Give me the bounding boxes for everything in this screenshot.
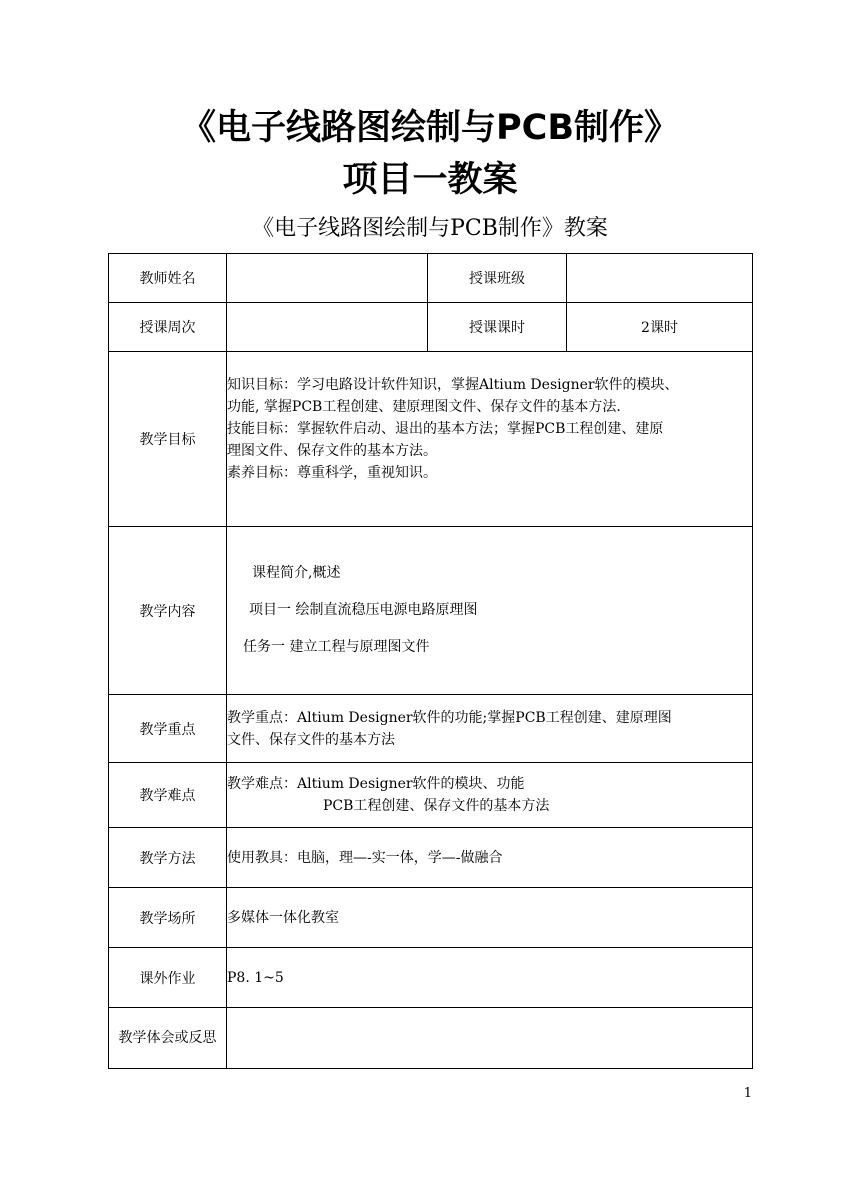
table-row <box>109 1008 753 1069</box>
document-subtitle: 《电子线路图绘制与PCB制作》教案 <box>252 216 608 241</box>
table-row <box>109 352 753 527</box>
venue-label: 教学场所 <box>109 888 227 948</box>
method-label: 教学方法 <box>109 828 227 888</box>
content-line: 课程简介,概述 <box>252 565 341 581</box>
homework-content: P8. 1~5 <box>227 948 753 1008</box>
goals-line: 技能目标：掌握软件启动、退出的基本方法；掌握PCB工程创建、建原 <box>227 421 664 437</box>
content-label: 教学内容 <box>109 527 227 695</box>
teacher-name-value <box>227 254 428 303</box>
key-points-content <box>227 695 753 763</box>
venue-content: 多媒体一体化教室 <box>227 888 753 948</box>
teacher-name-label: 教师姓名 <box>109 254 227 303</box>
difficulty-label: 教学难点 <box>109 763 227 828</box>
page-number: 1 <box>743 1086 752 1101</box>
table-row <box>109 254 753 303</box>
goals-label: 教学目标 <box>109 352 227 527</box>
goals-line: 功能, 掌握PCB工程创建、建原理图文件、保存文件的基本方法. <box>227 399 621 415</box>
table-row <box>109 948 753 1008</box>
hours-value: 2课时 <box>567 303 753 352</box>
lesson-plan-table <box>108 253 753 1069</box>
homework-label: 课外作业 <box>109 948 227 1008</box>
content-line: 任务一 建立工程与原理图文件 <box>243 639 430 655</box>
difficulty-line: PCB工程创建、保存文件的基本方法 <box>323 798 550 814</box>
document-title: 《电子线路图绘制与PCB制作》 <box>180 108 680 148</box>
class-label: 授课班级 <box>428 254 567 303</box>
week-label: 授课周次 <box>109 303 227 352</box>
reflection-label: 教学体会或反思 <box>109 1008 227 1069</box>
week-value <box>227 303 428 352</box>
table-row <box>109 695 753 763</box>
table-row <box>109 828 753 888</box>
table-row <box>109 763 753 828</box>
hours-label: 授课课时 <box>428 303 567 352</box>
table-row <box>109 888 753 948</box>
key-points-label: 教学重点 <box>109 695 227 763</box>
goals-line: 知识目标：学习电路设计软件知识，掌握Altium Designer软件的模块、 <box>227 377 679 393</box>
table-row <box>109 527 753 695</box>
reflection-content <box>227 1008 753 1069</box>
table-row <box>109 303 753 352</box>
method-content: 使用教具：电脑，理—-实一体，学—-做融合 <box>227 828 753 888</box>
key-points-line: 文件、保存文件的基本方法 <box>227 731 395 748</box>
content-line: 项目一 绘制直流稳压电源电路原理图 <box>249 602 478 618</box>
goals-line: 素养目标：尊重科学，重视知识。 <box>227 465 437 481</box>
document-title-line2: 项目一教案 <box>342 160 518 200</box>
class-value <box>567 254 753 303</box>
goals-content <box>227 352 753 527</box>
goals-line: 理图文件、保存文件的基本方法。 <box>227 443 437 459</box>
teaching-content <box>227 527 753 695</box>
key-points-line: 教学重点：Altium Designer软件的功能;掌握PCB工程创建、建原理图 <box>227 709 672 726</box>
difficulty-line: 教学难点：Altium Designer软件的模块、功能 <box>227 776 525 792</box>
difficulty-content <box>227 763 753 828</box>
